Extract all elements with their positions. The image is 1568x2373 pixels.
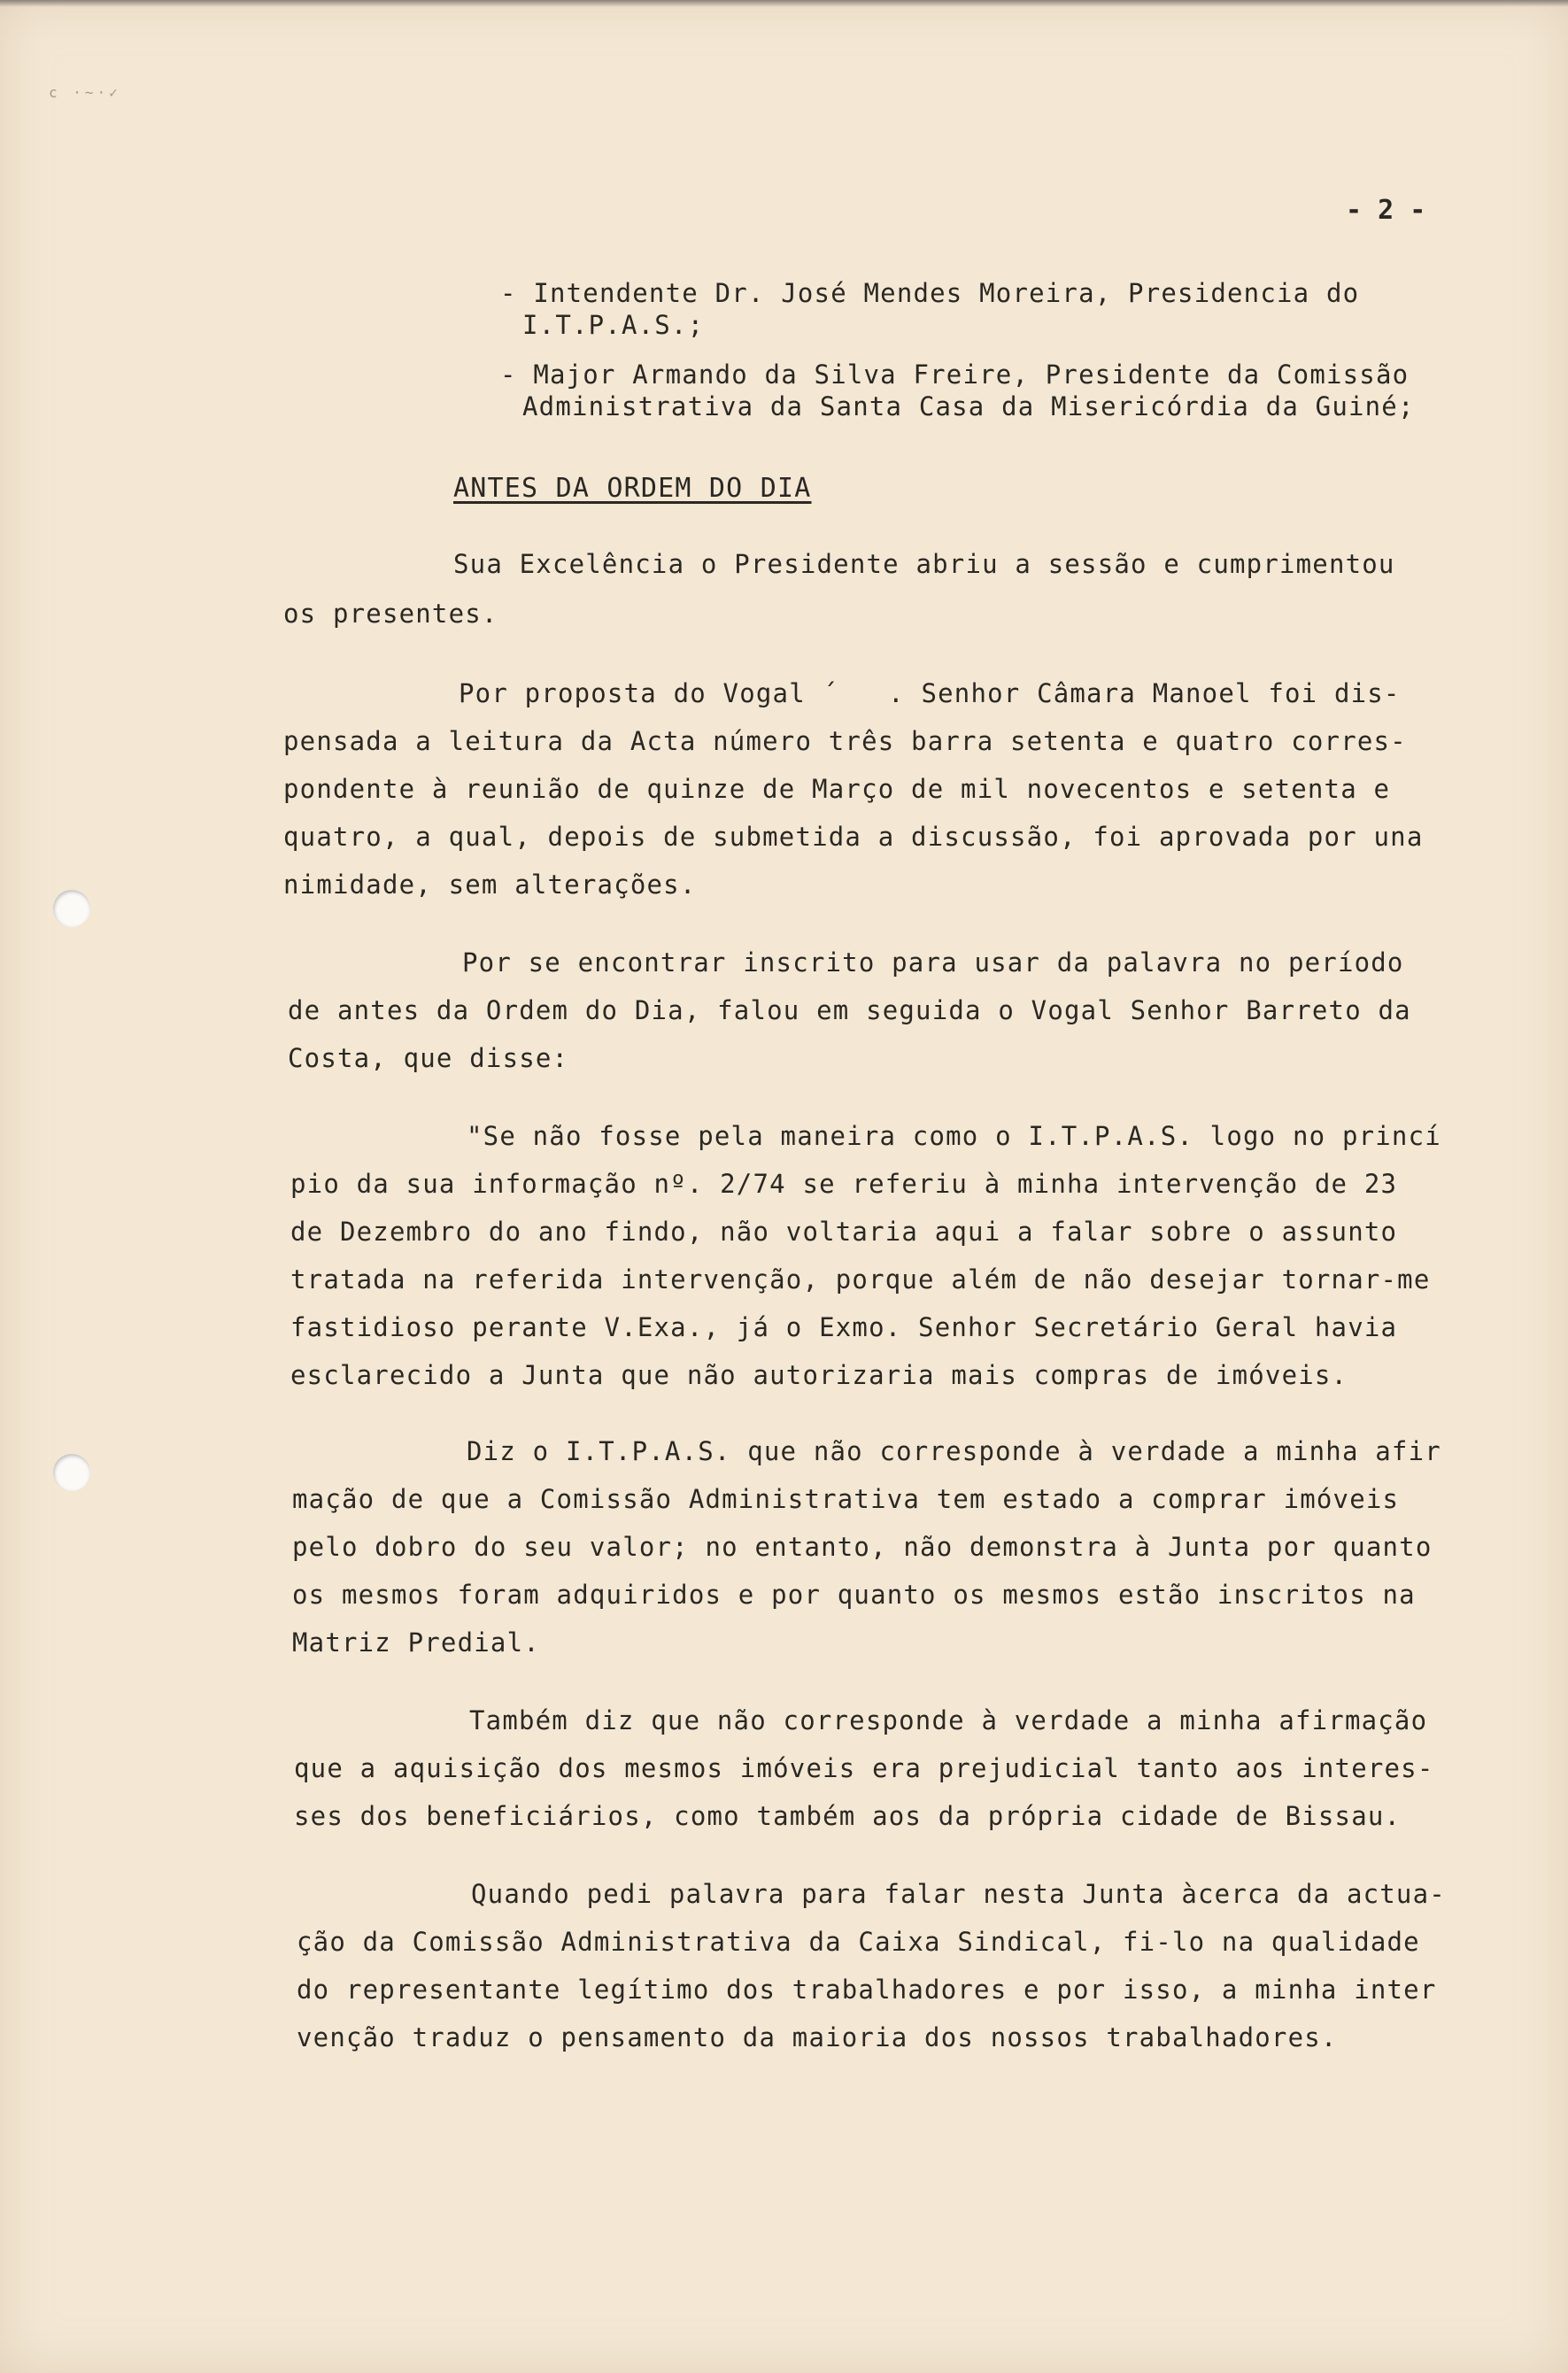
paragraph-line: tratada na referida intervenção, porque além de não desejar tornar-me: [290, 1264, 1431, 1295]
paragraph-line: de antes da Ordem do Dia, falou em seguida o Vogal Senhor Barreto da: [288, 995, 1411, 1025]
attendee-line: Administrativa da Santa Casa da Misericórdia da Guiné;: [522, 391, 1415, 421]
paragraph-line: Por se encontrar inscrito para usar da palavra no período: [462, 947, 1404, 978]
paragraph-line: Costa, que disse:: [288, 1043, 569, 1073]
page-top-edge: [0, 0, 1568, 7]
paragraph-line: venção traduz o pensamento da maioria dos nossos trabalhadores.: [297, 2022, 1338, 2052]
punch-hole-top: [53, 890, 90, 927]
paragraph-line: de Dezembro do ano findo, não voltaria aqui a falar sobre o assunto: [290, 1217, 1398, 1247]
ink-smudge: c ·~·✓: [49, 84, 121, 101]
paragraph-line: Matriz Predial.: [292, 1627, 540, 1658]
paragraph-line: mação de que a Comissão Administrativa tem estado a comprar imóveis: [292, 1484, 1400, 1514]
attendee-line: I.T.P.A.S.;: [522, 310, 705, 340]
paragraph-line: Por proposta do Vogal ´ . Senhor Câmara Manoel foi dis-: [459, 678, 1401, 708]
paragraph-line: Quando pedi palavra para falar nesta Junta àcerca da actua-: [471, 1879, 1446, 1909]
paragraph-line: do representante legítimo dos trabalhadores e por isso, a minha inter: [297, 1975, 1437, 2005]
paragraph-line: quatro, a qual, depois de submetida a discussão, foi aprovada por una: [283, 822, 1424, 852]
paragraph-line: nimidade, sem alterações.: [283, 870, 697, 900]
paragraph-line: os mesmos foram adquiridos e por quanto os mesmos estão inscritos na: [292, 1580, 1416, 1610]
page-number: - 2 -: [1346, 195, 1426, 226]
attendee-line: - Intendente Dr. José Mendes Moreira, Presidencia do: [500, 278, 1360, 308]
paragraph-line: os presentes.: [283, 599, 498, 629]
paragraph-line: Diz o I.T.P.A.S. que não corresponde à verdade a minha afir: [467, 1436, 1441, 1466]
paragraph-line: que a aquisição dos mesmos imóveis era prejudicial tanto aos interes-: [294, 1753, 1434, 1783]
punch-hole-bottom: [53, 1454, 90, 1491]
section-heading: ANTES DA ORDEM DO DIA: [453, 473, 812, 504]
paragraph-line: esclarecido a Junta que não autorizaria mais compras de imóveis.: [290, 1360, 1348, 1390]
paragraph-line: ção da Comissão Administrativa da Caixa Sindical, fi-lo na qualidade: [297, 1927, 1420, 1957]
paragraph-line: fastidioso perante V.Exa., já o Exmo. Senhor Secretário Geral havia: [290, 1312, 1398, 1342]
paragraph-line: pelo dobro do seu valor; no entanto, não demonstra à Junta por quanto: [292, 1532, 1433, 1562]
paragraph-line: "Se não fosse pela maneira como o I.T.P.A.S. logo no princí: [467, 1121, 1441, 1151]
paragraph-line: pondente à reunião de quinze de Março de mil novecentos e setenta e: [283, 774, 1391, 804]
paragraph-line: Também diz que não corresponde à verdade a minha afirmação: [469, 1705, 1428, 1735]
paragraph-line: Sua Excelência o Presidente abriu a sessão e cumprimentou: [453, 549, 1395, 579]
paragraph-line: pio da sua informação nº. 2/74 se referiu à minha intervenção de 23: [290, 1169, 1398, 1199]
attendee-line: - Major Armando da Silva Freire, Presidente da Comissão: [500, 359, 1410, 390]
paragraph-line: pensada a leitura da Acta número três barra setenta e quatro corres-: [283, 726, 1407, 756]
paragraph-line: ses dos beneficiários, como também aos da própria cidade de Bissau.: [294, 1801, 1402, 1831]
